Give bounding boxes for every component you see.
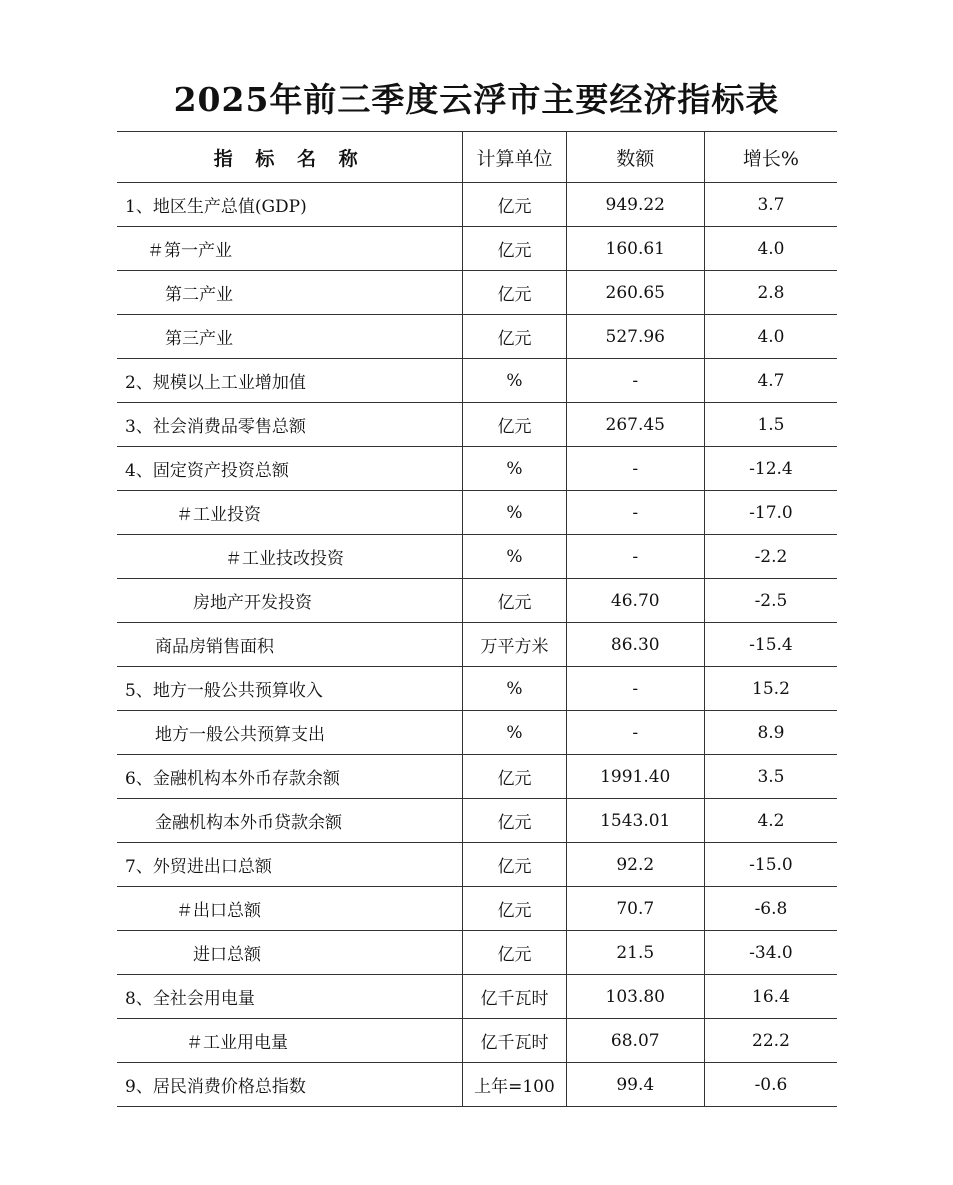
unit-cell: 上年=100 xyxy=(463,1063,566,1107)
table-row xyxy=(117,491,837,535)
unit-cell: 亿元 xyxy=(463,315,566,359)
indicator-name-cell: 6、金融机构本外币存款余额 xyxy=(117,755,463,799)
unit-cell: 亿元 xyxy=(463,843,566,887)
growth-cell: 2.8 xyxy=(704,271,837,315)
indicator-name-cell: 金融机构本外币贷款余额 xyxy=(117,799,463,843)
amount-cell: 260.65 xyxy=(566,271,704,315)
table-header-row xyxy=(117,132,837,183)
unit-cell: 亿千瓦时 xyxy=(463,1019,566,1063)
growth-cell: 3.7 xyxy=(704,183,837,227)
amount-cell: 160.61 xyxy=(566,227,704,271)
amount-cell: - xyxy=(566,535,704,579)
unit-cell: 亿元 xyxy=(463,579,566,623)
growth-cell: 22.2 xyxy=(704,1019,837,1063)
indicator-table xyxy=(117,131,837,1107)
unit-cell: 亿元 xyxy=(463,183,566,227)
growth-cell: -2.5 xyxy=(704,579,837,623)
unit-cell: 亿元 xyxy=(463,227,566,271)
table-row xyxy=(117,579,837,623)
unit-cell: 亿元 xyxy=(463,403,566,447)
table-row xyxy=(117,799,837,843)
growth-cell: -6.8 xyxy=(704,887,837,931)
unit-cell: % xyxy=(463,491,566,535)
growth-cell: 3.5 xyxy=(704,755,837,799)
growth-cell: -2.2 xyxy=(704,535,837,579)
table-row xyxy=(117,271,837,315)
indicator-name-cell: ＃工业技改投资 xyxy=(117,535,463,579)
indicator-name-cell: 3、社会消费品零售总额 xyxy=(117,403,463,447)
unit-cell: % xyxy=(463,359,566,403)
table-row xyxy=(117,931,837,975)
table-row xyxy=(117,623,837,667)
indicator-name-cell: ＃工业投资 xyxy=(117,491,463,535)
unit-cell: 亿元 xyxy=(463,799,566,843)
indicator-name-cell: 7、外贸进出口总额 xyxy=(117,843,463,887)
indicator-name-cell: 5、地方一般公共预算收入 xyxy=(117,667,463,711)
indicator-name-cell: ＃第一产业 xyxy=(117,227,463,271)
growth-cell: -34.0 xyxy=(704,931,837,975)
unit-cell: % xyxy=(463,535,566,579)
header-unit: 计算单位 xyxy=(463,132,566,183)
unit-cell: % xyxy=(463,711,566,755)
growth-cell: 16.4 xyxy=(704,975,837,1019)
amount-cell: 86.30 xyxy=(566,623,704,667)
indicator-name-cell: 地方一般公共预算支出 xyxy=(117,711,463,755)
table-row xyxy=(117,755,837,799)
amount-cell: - xyxy=(566,667,704,711)
table-row xyxy=(117,403,837,447)
amount-cell: 949.22 xyxy=(566,183,704,227)
indicator-name-cell: 1、地区生产总值(GDP) xyxy=(117,183,463,227)
amount-cell: 21.5 xyxy=(566,931,704,975)
unit-cell: 亿千瓦时 xyxy=(463,975,566,1019)
amount-cell: 68.07 xyxy=(566,1019,704,1063)
amount-cell: 1991.40 xyxy=(566,755,704,799)
indicator-name-cell: 商品房销售面积 xyxy=(117,623,463,667)
header-indicator-name: 指 标 名 称 xyxy=(117,132,463,183)
unit-cell: 亿元 xyxy=(463,887,566,931)
indicator-name-cell: 4、固定资产投资总额 xyxy=(117,447,463,491)
growth-cell: 4.2 xyxy=(704,799,837,843)
indicator-name-cell: 房地产开发投资 xyxy=(117,579,463,623)
indicator-name-cell: ＃工业用电量 xyxy=(117,1019,463,1063)
amount-cell: - xyxy=(566,491,704,535)
amount-cell: - xyxy=(566,359,704,403)
amount-cell: - xyxy=(566,447,704,491)
growth-cell: 15.2 xyxy=(704,667,837,711)
amount-cell: 99.4 xyxy=(566,1063,704,1107)
amount-cell: 1543.01 xyxy=(566,799,704,843)
amount-cell: 92.2 xyxy=(566,843,704,887)
growth-cell: 4.0 xyxy=(704,227,837,271)
amount-cell: 527.96 xyxy=(566,315,704,359)
header-growth: 增长% xyxy=(704,132,837,183)
indicator-name-cell: 第三产业 xyxy=(117,315,463,359)
amount-cell: 103.80 xyxy=(566,975,704,1019)
amount-cell: 70.7 xyxy=(566,887,704,931)
table-row xyxy=(117,887,837,931)
table-row xyxy=(117,227,837,271)
unit-cell: 亿元 xyxy=(463,271,566,315)
table-row xyxy=(117,843,837,887)
indicator-name-cell: 9、居民消费价格总指数 xyxy=(117,1063,463,1107)
table-row xyxy=(117,359,837,403)
unit-cell: 万平方米 xyxy=(463,623,566,667)
table-row xyxy=(117,183,837,227)
growth-cell: 8.9 xyxy=(704,711,837,755)
table-row xyxy=(117,1063,837,1107)
growth-cell: -15.0 xyxy=(704,843,837,887)
table-row xyxy=(117,535,837,579)
table-row xyxy=(117,1019,837,1063)
growth-cell: 4.7 xyxy=(704,359,837,403)
header-amount: 数额 xyxy=(566,132,704,183)
table-row xyxy=(117,447,837,491)
growth-cell: -12.4 xyxy=(704,447,837,491)
table-row xyxy=(117,975,837,1019)
indicator-name-cell: ＃出口总额 xyxy=(117,887,463,931)
indicator-name-cell: 2、规模以上工业增加值 xyxy=(117,359,463,403)
unit-cell: % xyxy=(463,667,566,711)
indicator-name-cell: 第二产业 xyxy=(117,271,463,315)
table-row xyxy=(117,667,837,711)
unit-cell: 亿元 xyxy=(463,755,566,799)
unit-cell: % xyxy=(463,447,566,491)
growth-cell: 1.5 xyxy=(704,403,837,447)
indicator-name-cell: 8、全社会用电量 xyxy=(117,975,463,1019)
page-title: 2025年前三季度云浮市主要经济指标表 xyxy=(173,80,780,119)
amount-cell: 267.45 xyxy=(566,403,704,447)
table-row xyxy=(117,315,837,359)
indicator-name-cell: 进口总额 xyxy=(117,931,463,975)
amount-cell: - xyxy=(566,711,704,755)
growth-cell: -17.0 xyxy=(704,491,837,535)
growth-cell: -0.6 xyxy=(704,1063,837,1107)
growth-cell: -15.4 xyxy=(704,623,837,667)
unit-cell: 亿元 xyxy=(463,931,566,975)
amount-cell: 46.70 xyxy=(566,579,704,623)
table-row xyxy=(117,711,837,755)
growth-cell: 4.0 xyxy=(704,315,837,359)
